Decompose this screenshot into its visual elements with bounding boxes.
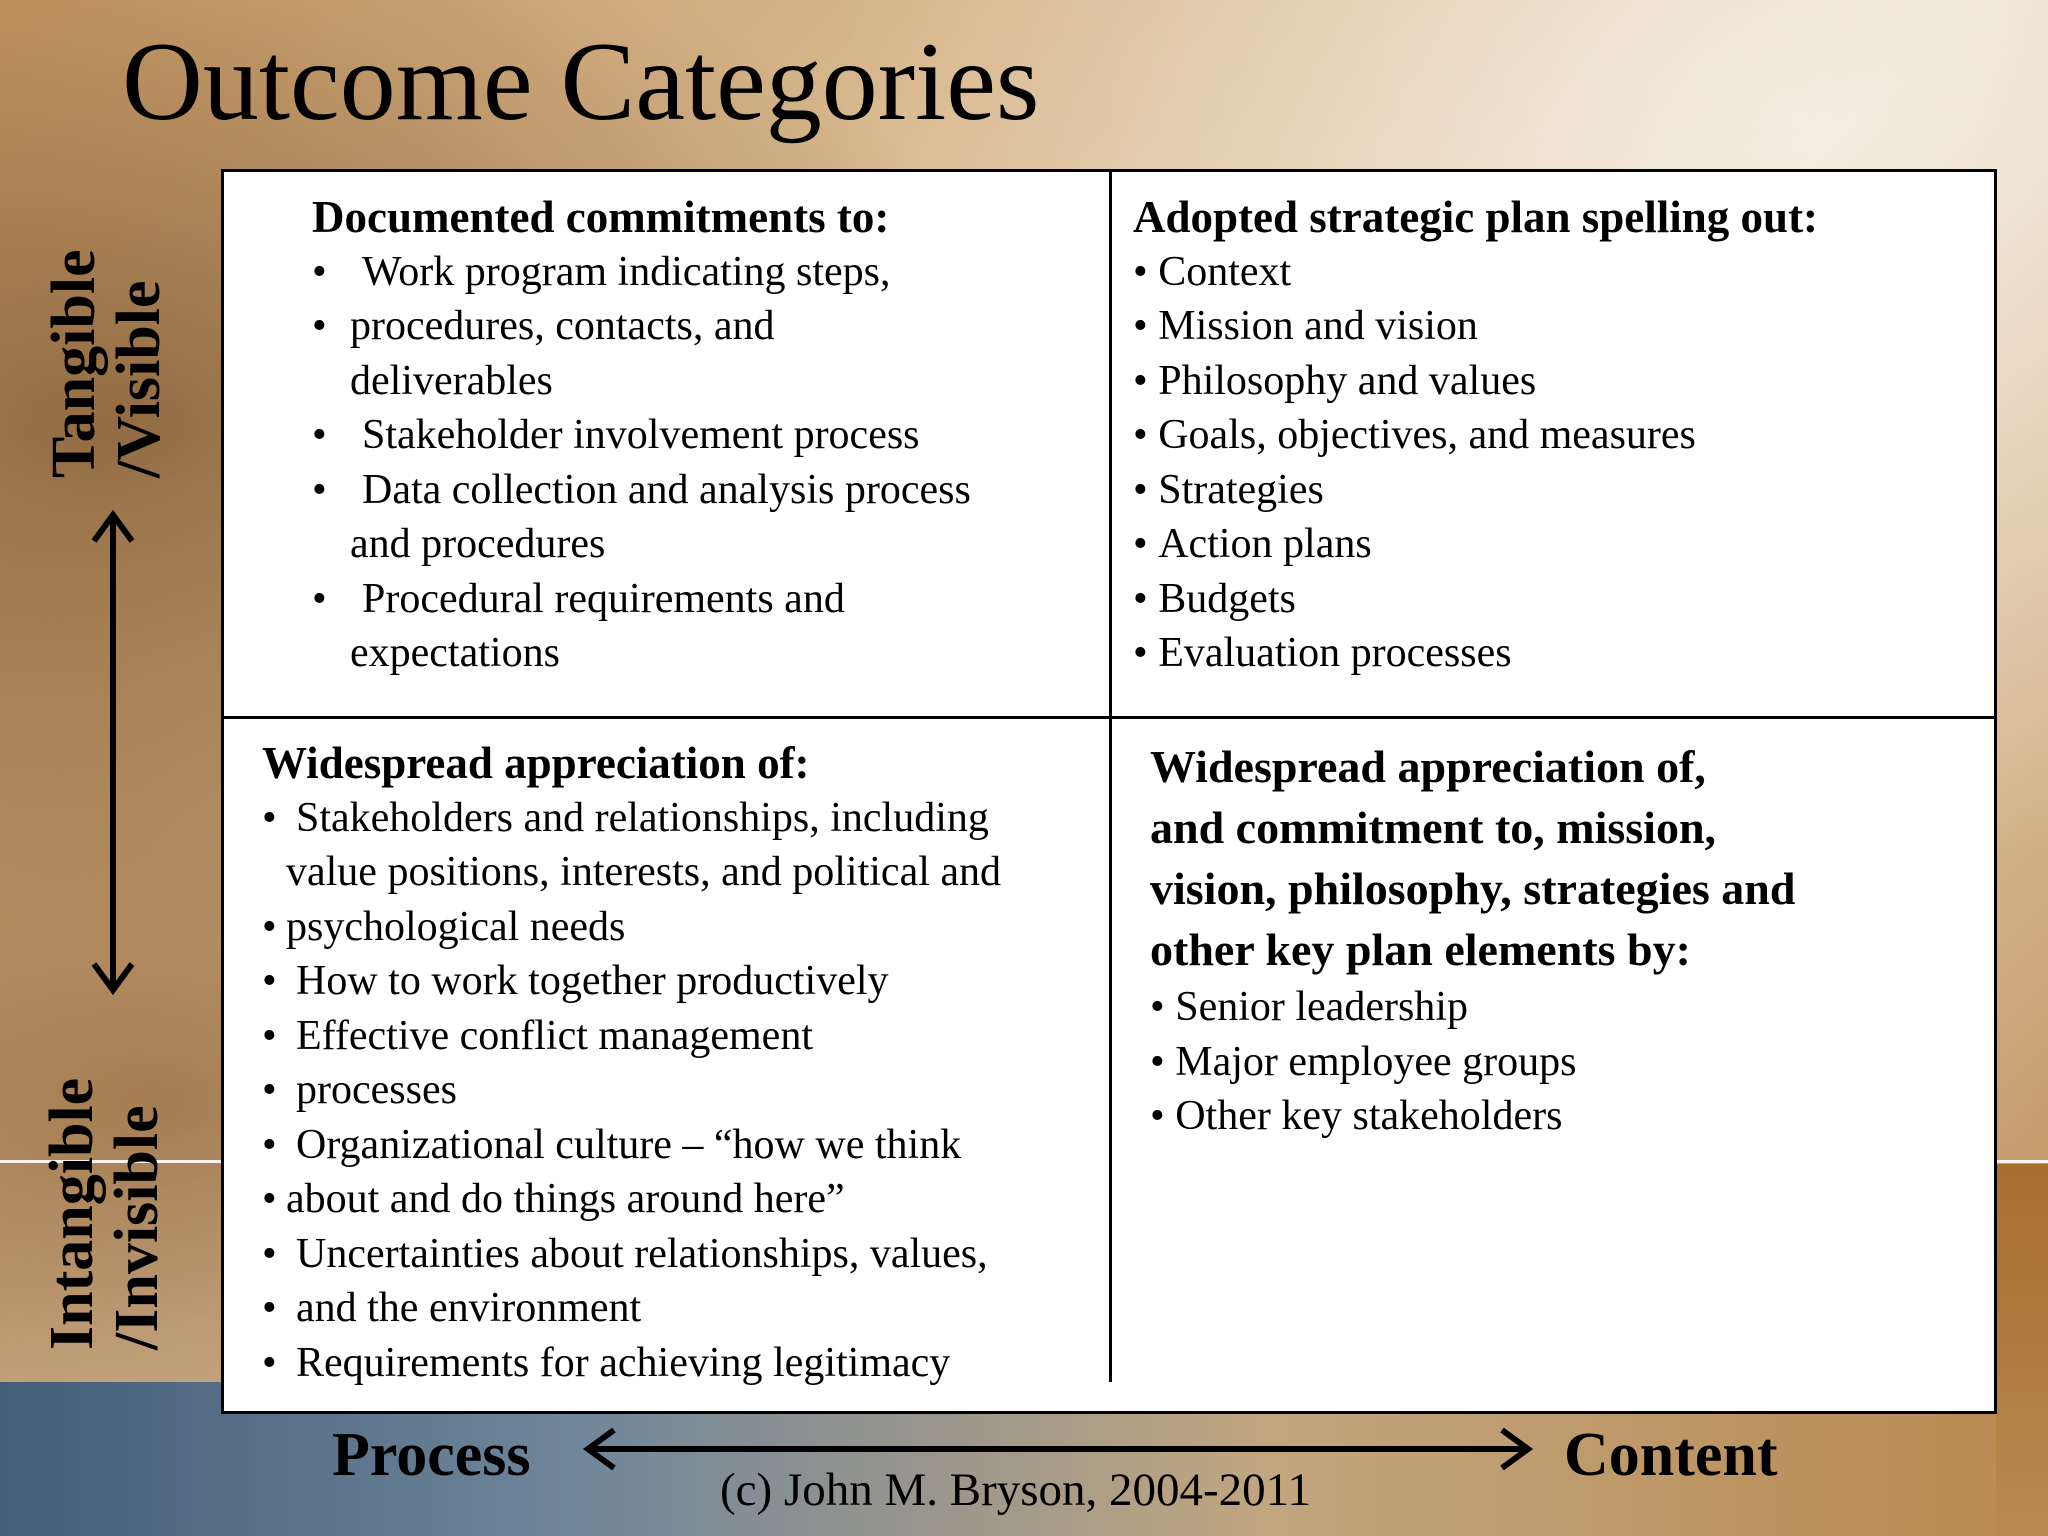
list-item <box>1150 980 1970 1035</box>
quadrant-heading-line: other key plan elements by: <box>1150 924 1691 975</box>
slide-title: Outcome Categories <box>122 20 1040 144</box>
list-item-text: How to work together productively <box>296 958 889 1004</box>
axis-label-intangible <box>40 1078 170 1350</box>
quadrant-heading-line: vision, philosophy, strategies and <box>1150 863 1796 914</box>
list-item <box>262 845 1092 900</box>
list-item <box>312 517 1102 572</box>
decorative-rule-right <box>1996 1160 2048 1163</box>
list-item-text: procedures, contacts, and <box>350 303 775 349</box>
quadrant-list <box>312 245 1102 681</box>
list-item-text: Work program indicating steps, <box>362 248 891 295</box>
quadrant-heading-line: Widespread appreciation of, <box>1150 741 1706 792</box>
list-item-text: about and do things around here” <box>286 1176 845 1222</box>
list-item-text: Strategies <box>1158 466 1324 513</box>
list-item-text: and procedures <box>350 521 606 567</box>
list-item-text: Philosophy and values <box>1158 357 1537 404</box>
quadrant-process-intangible <box>262 736 1092 1390</box>
background-right-band <box>1996 1164 2048 1536</box>
quadrant-list <box>1150 980 1970 1144</box>
list-item-text: Action plans <box>1158 521 1372 567</box>
list-item <box>262 1172 1092 1227</box>
axis-label-tangible-line1: Tangible <box>40 249 108 478</box>
quadrant-process-tangible <box>312 190 1102 681</box>
list-item <box>1133 354 1973 409</box>
grid-vertical-divider <box>1109 172 1112 1382</box>
list-item <box>1133 517 1973 572</box>
list-item-text: processes <box>296 1067 457 1113</box>
list-item <box>262 900 1092 955</box>
quadrant-content-intangible <box>1150 736 1970 1144</box>
list-item-text: Uncertainties about relationships, values, <box>296 1230 988 1277</box>
list-item-text: Evaluation processes <box>1158 630 1512 676</box>
list-item <box>1133 463 1973 518</box>
list-item-text: Mission and vision <box>1158 303 1478 349</box>
quadrant-heading: Widespread appreciation of: <box>262 738 810 788</box>
list-item <box>312 299 1102 354</box>
list-item-text: Stakeholders and relationships, including <box>296 794 989 841</box>
axis-label-tangible-line2: /Visible <box>105 280 174 478</box>
list-item <box>1133 245 1973 300</box>
list-item <box>1133 572 1973 627</box>
list-item <box>312 354 1102 409</box>
list-item-text: deliverables <box>350 357 553 404</box>
quadrant-list <box>262 791 1092 1391</box>
list-item-text: Major employee groups <box>1175 1038 1577 1085</box>
list-item <box>312 245 1102 300</box>
list-item-text: Other key stakeholders <box>1175 1093 1563 1139</box>
list-item-text: Context <box>1158 248 1292 295</box>
copyright-text: (c) John M. Bryson, 2004-2011 <box>720 1464 1311 1516</box>
list-item <box>262 1336 1092 1391</box>
list-item <box>262 1281 1092 1336</box>
list-item <box>1133 626 1973 681</box>
vertical-double-arrow <box>88 505 138 1000</box>
list-item-text: psychological needs <box>286 903 626 950</box>
quadrant-heading: Documented commitments to: <box>312 192 890 242</box>
list-item <box>262 1227 1092 1282</box>
list-item <box>312 626 1102 681</box>
list-item-text: Senior leadership <box>1175 984 1468 1030</box>
list-item <box>262 1118 1092 1173</box>
list-item-text: Requirements for achieving legitimacy <box>296 1339 951 1386</box>
axis-label-tangible <box>42 249 172 478</box>
list-item <box>1150 1089 1970 1144</box>
axis-label-intangible-line2: /Invisible <box>103 1105 172 1350</box>
axis-label-intangible-line1: Intangible <box>38 1077 106 1350</box>
list-item-text: expectations <box>350 630 560 676</box>
list-item <box>262 1063 1092 1118</box>
list-item <box>1150 1035 1970 1090</box>
axis-label-content: Content <box>1564 1421 1778 1489</box>
list-item-text: value positions, interests, and political and <box>286 849 1002 895</box>
list-item-text: Procedural requirements and <box>362 575 845 622</box>
list-item-text: Stakeholder involvement process <box>362 412 920 458</box>
list-item <box>312 408 1102 463</box>
list-item-text: Data collection and analysis process <box>362 466 971 513</box>
list-item <box>312 463 1102 518</box>
list-item <box>1133 408 1973 463</box>
list-item-text: Organizational culture – “how we think <box>296 1121 962 1168</box>
quadrant-heading <box>1150 736 1970 980</box>
outcome-grid <box>221 169 1997 1414</box>
list-item <box>312 572 1102 627</box>
list-item-text: and the environment <box>296 1285 642 1331</box>
axis-label-process: Process <box>332 1421 531 1489</box>
list-item <box>262 791 1092 846</box>
list-item-text: Goals, objectives, and measures <box>1158 412 1696 458</box>
quadrant-heading-line: and commitment to, mission, <box>1150 802 1717 853</box>
list-item-text: Effective conflict management <box>296 1012 813 1059</box>
list-item <box>1133 299 1973 354</box>
list-item <box>262 1009 1092 1064</box>
list-item-text: Budgets <box>1158 575 1296 622</box>
quadrant-content-tangible <box>1133 190 1973 681</box>
quadrant-heading: Adopted strategic plan spelling out: <box>1133 192 1819 242</box>
list-item <box>262 954 1092 1009</box>
quadrant-list <box>1133 245 1973 681</box>
